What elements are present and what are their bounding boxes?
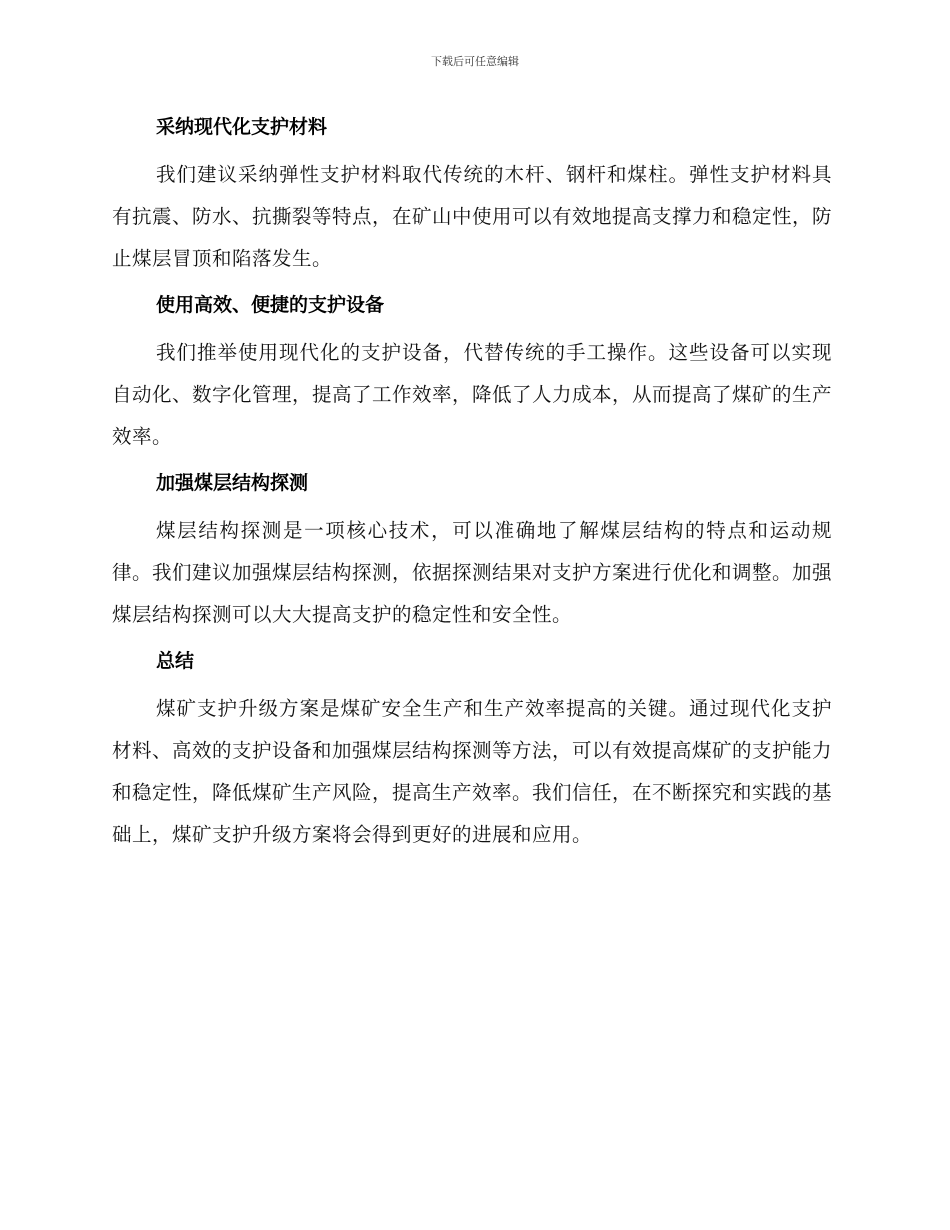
- section-heading: 加强煤层结构探测: [156, 472, 309, 494]
- section-paragraph: 煤层结构探测是一项核心技术，可以准确地了解煤层结构的特点和运动规律。我们建议加强煤层结构探测，依据探测结果对支护方案进行优化和调整。加强煤层结构探测可以大大提高支护的稳定性和安全性。: [112, 519, 833, 626]
- section-heading: 总结: [156, 650, 195, 672]
- section-heading: 使用高效、便捷的支护设备: [156, 294, 385, 316]
- section-paragraph: 煤矿支护升级方案是煤矿安全生产和生产效率提高的关键。通过现代化支护材料、高效的支护设备和加强煤层结构探测等方法，可以有效提高煤矿的支护能力和稳定性，降低煤矿生产风险，提高生产效率。我们信任，在不断探究和实践的基础上，煤矿支护升级方案将会得到更好的进展和应用。: [112, 697, 833, 846]
- section-summary: [112, 646, 832, 856]
- section-modern-materials: [112, 112, 832, 280]
- section-paragraph: 我们推举使用现代化的支护设备，代替传统的手工操作。这些设备可以实现自动化、数字化管理，提高了工作效率，降低了人力成本，从而提高了煤矿的生产效率。: [112, 341, 833, 448]
- section-support-equipment: [112, 290, 832, 458]
- section-heading: 采纳现代化支护材料: [156, 116, 328, 138]
- section-seam-detection: [112, 468, 832, 636]
- document-body: [112, 112, 832, 866]
- page-header: 下载后可任意编辑: [431, 55, 519, 68]
- section-paragraph: 我们建议采纳弹性支护材料取代传统的木杆、钢杆和煤柱。弹性支护材料具有抗震、防水、抗撕裂等特点，在矿山中使用可以有效地提高支撑力和稳定性，防止煤层冒顶和陷落发生。: [112, 163, 833, 270]
